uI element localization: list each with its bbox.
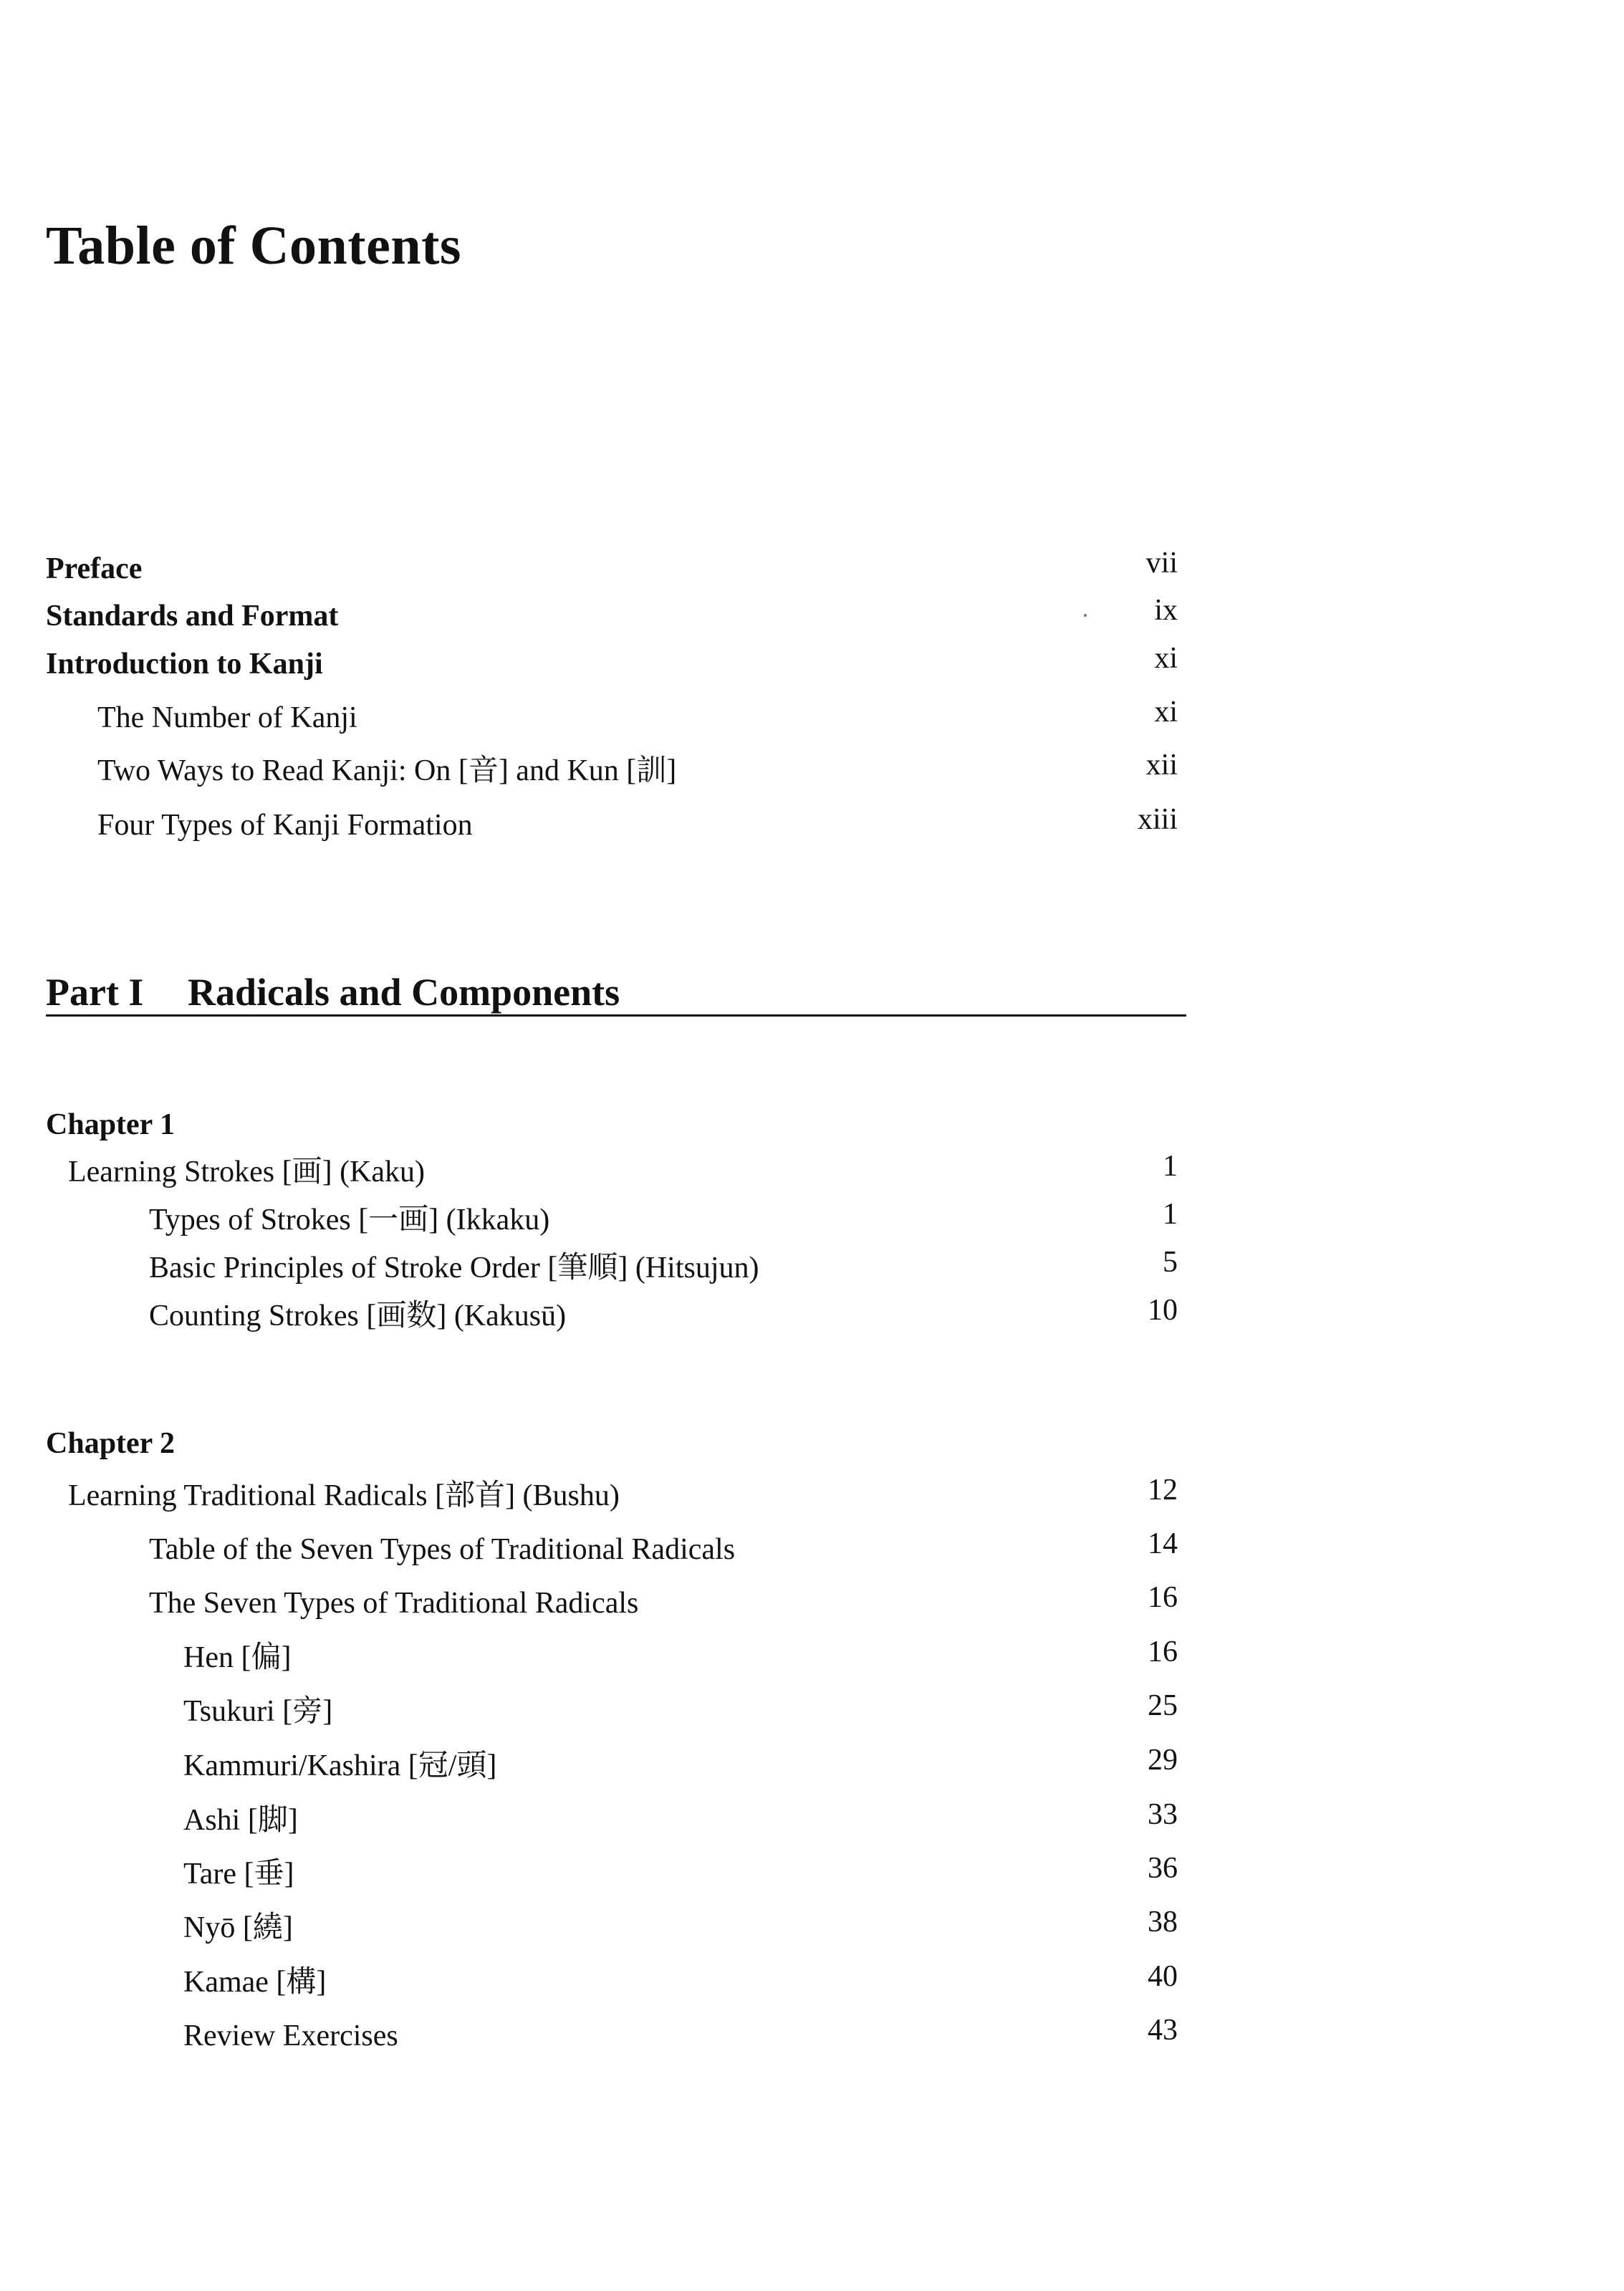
toc-entry-introduction-to-kanji[interactable] — [0, 643, 1182, 686]
toc-entry-label: Types of Strokes [一画] (Ikkaku) — [149, 1204, 550, 1236]
toc-entry-label: Basic Principles of Stroke Order [筆順] (Hitsujun) — [149, 1252, 759, 1284]
toc-entry-review-exercises[interactable] — [0, 2014, 1182, 2057]
toc-entry-label: The Number of Kanji — [97, 701, 357, 734]
toc-entry-label: The Seven Types of Traditional Radicals — [149, 1587, 639, 1620]
toc-entry-two-ways-to-read[interactable] — [0, 749, 1182, 792]
toc-entry-page: 16 — [1148, 1581, 1178, 1614]
toc-entry-page: ix — [1154, 594, 1178, 627]
toc-entry-page: xi — [1154, 696, 1178, 729]
toc-entry-page: 14 — [1148, 1527, 1178, 1560]
toc-entry-page: 10 — [1148, 1294, 1178, 1327]
toc-entry-types-of-strokes[interactable] — [0, 1199, 1182, 1241]
toc-entry-counting-strokes[interactable] — [0, 1295, 1182, 1337]
toc-entry-label: Learning Strokes [画] (Kaku) — [68, 1156, 426, 1188]
chapter-2-label: Chapter 2 — [46, 1427, 176, 1460]
toc-entry-ashi[interactable] — [0, 1799, 1182, 1842]
toc-entry-traditional-radicals[interactable] — [0, 1474, 1182, 1517]
toc-entry-kamae[interactable] — [0, 1961, 1182, 2004]
chapter-1-label: Chapter 1 — [46, 1108, 176, 1141]
toc-entry-label: Preface — [46, 552, 143, 585]
toc-entry-label: Counting Strokes [画数] (Kakusū) — [149, 1300, 567, 1332]
toc-entry-number-of-kanji[interactable] — [0, 696, 1182, 739]
toc-entry-label: Four Types of Kanji Formation — [97, 809, 473, 842]
toc-entry-page: 40 — [1148, 1960, 1178, 1993]
print-speck — [1084, 614, 1087, 617]
toc-entry-standards-and-format[interactable] — [0, 595, 1182, 638]
toc-entry-page: 1 — [1163, 1150, 1178, 1183]
toc-entry-tsukuri[interactable] — [0, 1690, 1182, 1733]
toc-entry-label: Standards and Format — [46, 600, 339, 633]
toc-entry-page: 16 — [1148, 1636, 1178, 1668]
toc-entry-label: Kammuri/Kashira [冠/頭] — [183, 1749, 497, 1782]
toc-entry-hen[interactable] — [0, 1636, 1182, 1679]
page-title: Table of Contents — [46, 216, 461, 276]
toc-entry-kammuri[interactable] — [0, 1744, 1182, 1787]
toc-entry-page: 1 — [1163, 1198, 1178, 1231]
toc-entry-label: Ashi [脚] — [183, 1804, 298, 1837]
toc-entry-four-types[interactable] — [0, 804, 1182, 847]
toc-entry-page: vii — [1145, 547, 1178, 580]
toc-entry-label: Hen [偏] — [183, 1641, 292, 1674]
toc-entry-page: xi — [1154, 642, 1178, 675]
part-number: Part I — [46, 971, 144, 1014]
toc-entry-page: 12 — [1148, 1474, 1178, 1507]
toc-entry-preface[interactable] — [0, 547, 1182, 590]
toc-entry-label: Learning Traditional Radicals [部首] (Bushu) — [68, 1479, 620, 1512]
toc-entry-page: 43 — [1148, 2014, 1178, 2047]
toc-entry-page: 29 — [1148, 1744, 1178, 1777]
toc-entry-label: Kamae [構] — [183, 1966, 327, 1999]
toc-entry-table-seven-types[interactable] — [0, 1528, 1182, 1571]
toc-entry-label: Table of the Seven Types of Traditional Radicals — [149, 1533, 736, 1566]
toc-entry-label: Tare [垂] — [183, 1858, 294, 1891]
toc-entry-label: Nyō [繞] — [183, 1911, 293, 1944]
toc-entry-nyo[interactable] — [0, 1906, 1182, 1949]
toc-entry-label: Two Ways to Read Kanji: On [音] and Kun [訓] — [97, 754, 677, 787]
toc-entry-page: 5 — [1163, 1246, 1178, 1279]
toc-entry-label: Introduction to Kanji — [46, 648, 323, 681]
toc-entry-tare[interactable] — [0, 1853, 1182, 1896]
part-title: Radicals and Components — [188, 971, 620, 1014]
toc-entry-page: 33 — [1148, 1798, 1178, 1831]
toc-entry-label: Review Exercises — [183, 2019, 398, 2052]
toc-entry-page: xiii — [1137, 803, 1178, 836]
toc-entry-page: xii — [1145, 749, 1178, 782]
toc-entry-stroke-order[interactable] — [0, 1247, 1182, 1289]
part-heading — [46, 960, 1186, 1017]
toc-entry-learning-strokes[interactable] — [0, 1151, 1182, 1193]
toc-entry-page: 36 — [1148, 1852, 1178, 1885]
toc-entry-page: 25 — [1148, 1689, 1178, 1722]
toc-entry-seven-types[interactable] — [0, 1582, 1182, 1625]
toc-entry-label: Tsukuri [旁] — [183, 1695, 333, 1728]
toc-entry-page: 38 — [1148, 1906, 1178, 1939]
